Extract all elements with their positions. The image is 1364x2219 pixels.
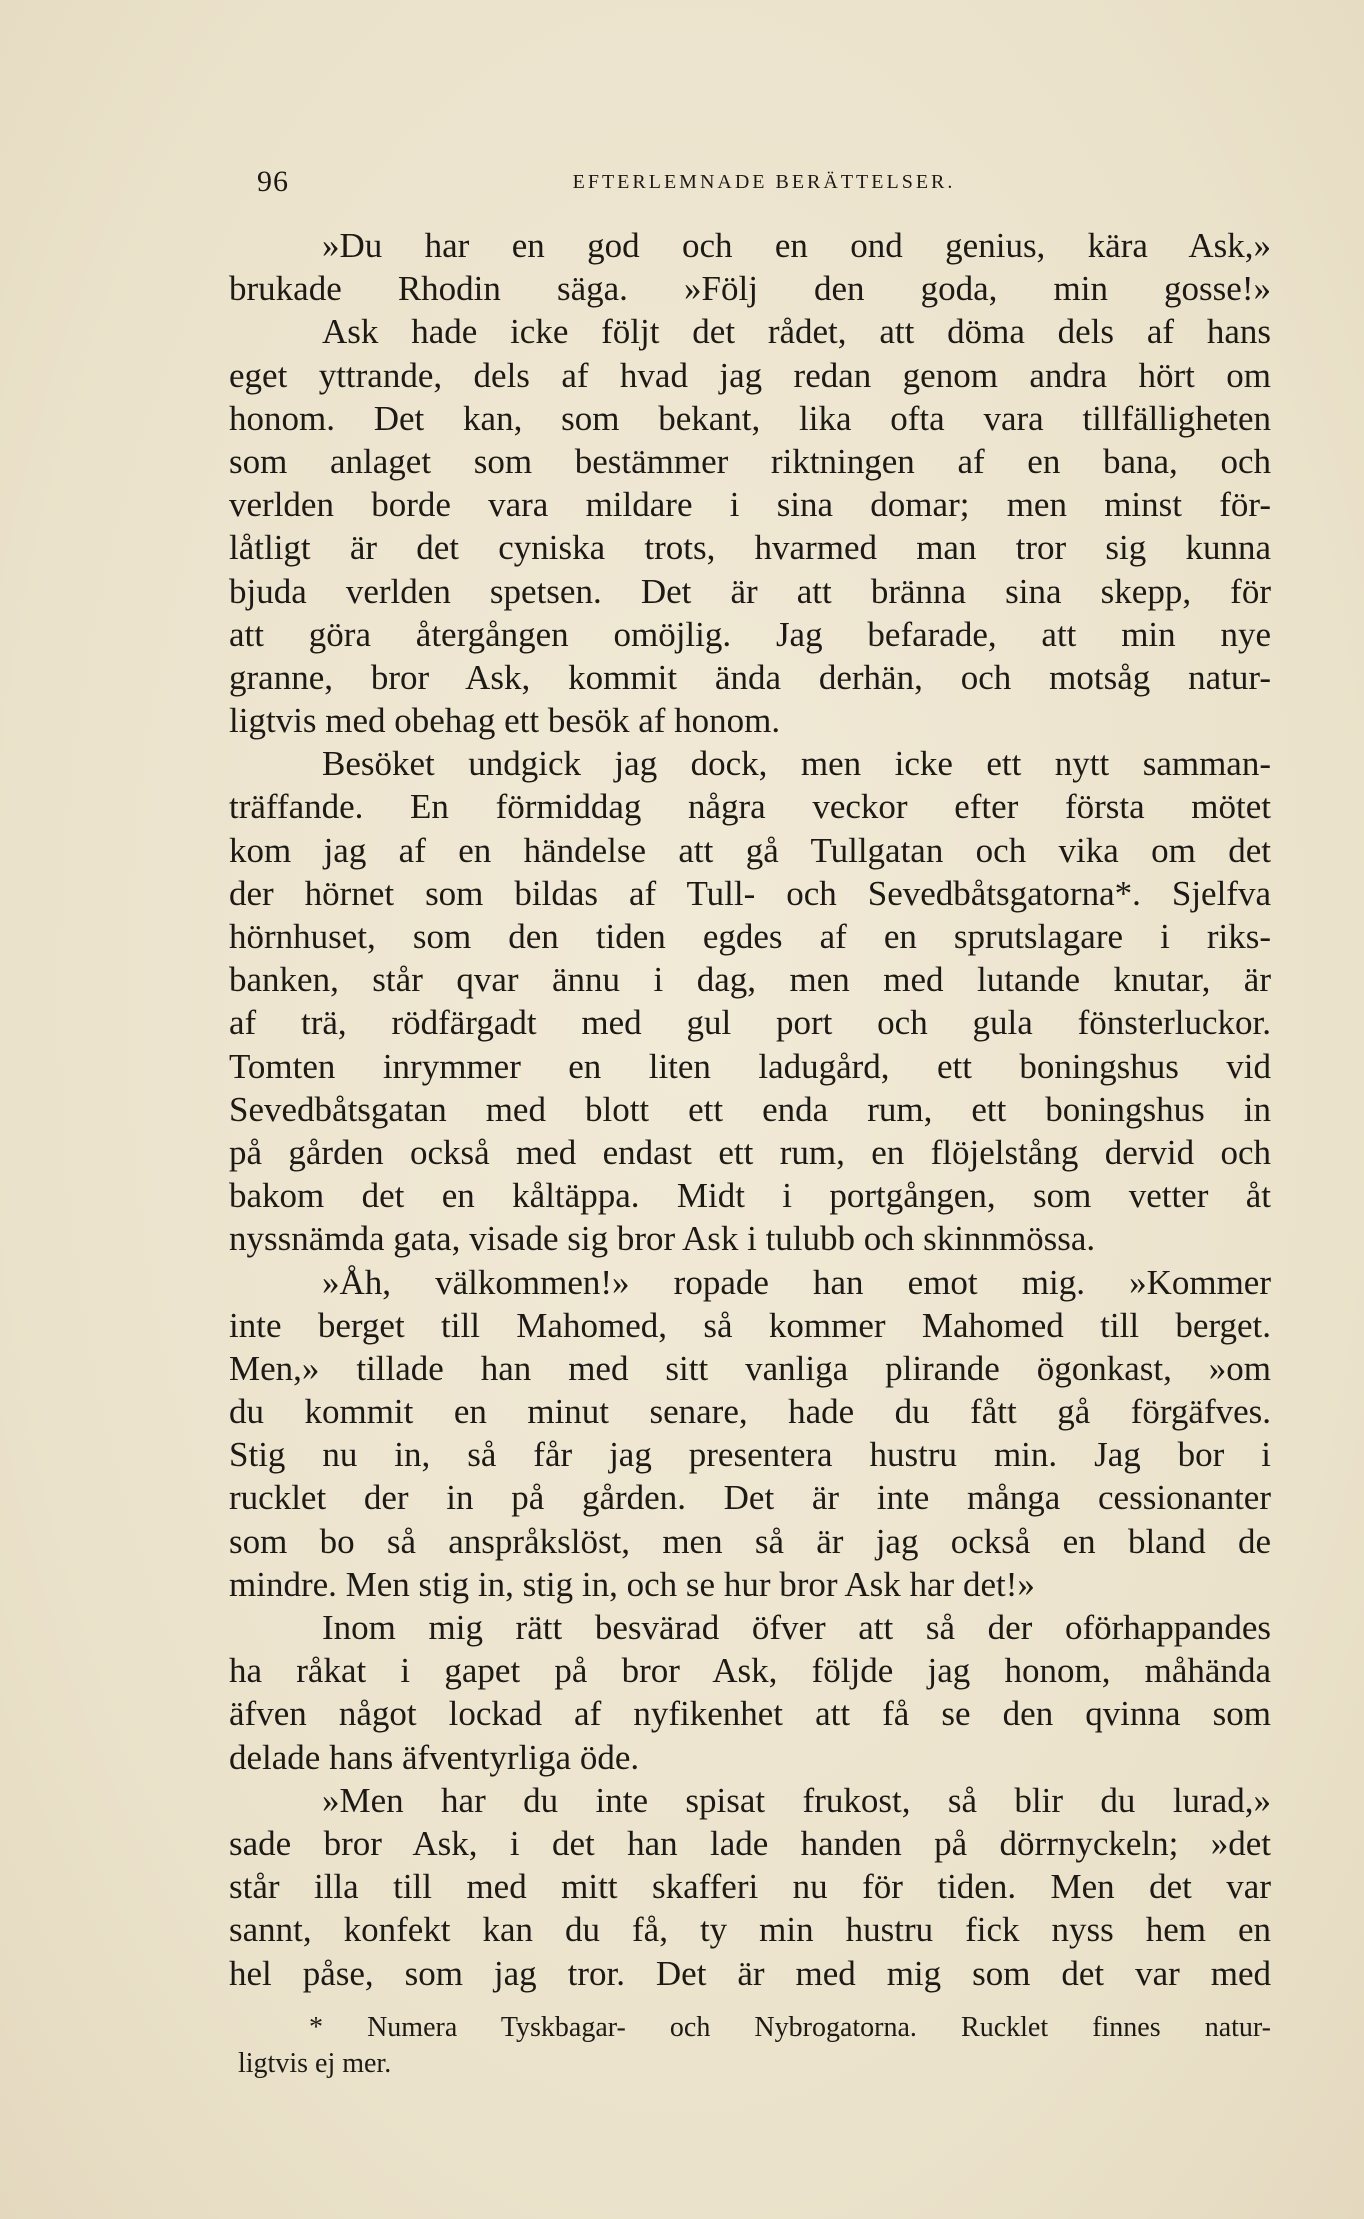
- text-line: på gården också med endast ett rum, en flöjelstång dervid och: [229, 1132, 1271, 1172]
- text-line: »Åh, välkommen!» ropade han emot mig. »Kommer: [322, 1262, 1271, 1302]
- footnote-line: ligtvis ej mer.: [238, 2048, 392, 2079]
- text-line: delade hans äfventyrliga öde.: [229, 1737, 640, 1777]
- text-line: nyssnämda gata, visade sig bror Ask i tulubb och skinnmössa.: [229, 1219, 1096, 1259]
- text-line: der hörnet som bildas af Tull- och Sevedbåtsgatorna*. Sjelfva: [229, 873, 1271, 913]
- text-line: som anlaget som bestämmer riktningen af en bana, och: [229, 441, 1271, 481]
- text-line: verlden borde vara mildare i sina domar; men minst för-: [229, 485, 1271, 525]
- text-line: träffande. En förmiddag några veckor efter första mötet: [229, 787, 1271, 827]
- text-line: Ask hade icke följt det rådet, att döma dels af hans: [322, 312, 1271, 352]
- text-line: äfven något lockad af nyfikenhet att få se den qvinna som: [229, 1694, 1271, 1734]
- text-line: Tomten inrymmer en liten ladugård, ett boningshus vid: [229, 1046, 1271, 1086]
- text-line: kom jag af en händelse att gå Tullgatan och vika om det: [229, 830, 1271, 870]
- text-line: bjuda verlden spetsen. Det är att bränna sina skepp, för: [229, 571, 1271, 611]
- text-line: Stig nu in, så får jag presentera hustru min. Jag bor i: [229, 1435, 1271, 1475]
- body-text: [229, 224, 1271, 1995]
- text-line: honom. Det kan, som bekant, lika ofta vara tillfälligheten: [229, 398, 1271, 438]
- text-line: du kommit en minut senare, hade du fått gå förgäfves.: [229, 1392, 1271, 1432]
- text-line: banken, står qvar ännu i dag, men med lutande knutar, är: [229, 960, 1271, 1000]
- page-header: [257, 165, 1271, 205]
- text-line: att göra återgången omöjlig. Jag befarade, att min nye: [229, 614, 1271, 654]
- running-title: EFTERLEMNADE BERÄTTELSER.: [572, 171, 956, 193]
- text-line: Besöket undgick jag dock, men icke ett nytt samman-: [322, 744, 1271, 784]
- text-line: ha råkat i gapet på bror Ask, följde jag honom, måhända: [229, 1651, 1271, 1691]
- text-line: eget yttrande, dels af hvad jag redan genom andra hört om: [229, 355, 1271, 395]
- text-line: låtligt är det cyniska trots, hvarmed man tror sig kunna: [229, 528, 1271, 568]
- text-line: »Du har en god och en ond genius, kära Ask,»: [322, 226, 1271, 265]
- text-line: inte berget till Mahomed, så kommer Mahomed till berget.: [229, 1305, 1271, 1345]
- text-line: »Men har du inte spisat frukost, så blir du lurad,»: [322, 1780, 1271, 1820]
- text-line: sade bror Ask, i det han lade handen på dörrnyckeln; »det: [229, 1823, 1271, 1863]
- text-line: af trä, rödfärgadt med gul port och gula fönsterluckor.: [229, 1003, 1271, 1043]
- text-line: mindre. Men stig in, stig in, och se hur bror Ask har det!»: [229, 1564, 1035, 1604]
- text-line: Sevedbåtsgatan med blott ett enda rum, ett boningshus in: [229, 1089, 1271, 1129]
- text-line: hel påse, som jag tror. Det är med mig som det var med: [229, 1953, 1271, 1993]
- text-line: Inom mig rätt besvärad öfver att så der oförhappandes: [322, 1608, 1271, 1647]
- footnote: [238, 2010, 1271, 2082]
- page-number: 96: [257, 165, 289, 198]
- text-line: hörnhuset, som den tiden egdes af en sprutslagare i riks-: [229, 917, 1271, 956]
- footnote-line: * Numera Tyskbagar- och Nybrogatorna. Rucklet finnes natur-: [309, 2012, 1271, 2043]
- text-line: granne, bror Ask, kommit ända derhän, och motsåg natur-: [229, 657, 1271, 697]
- text-line: står illa till med mitt skafferi nu för tiden. Men det var: [229, 1867, 1271, 1907]
- text-line: Men,» tillade han med sitt vanliga plirande ögonkast, »om: [229, 1348, 1271, 1388]
- text-line: sannt, konfekt kan du få, ty min hustru fick nyss hem en: [229, 1910, 1271, 1950]
- text-line: som bo så anspråkslöst, men så är jag också en bland de: [229, 1521, 1271, 1561]
- text-line: brukade Rhodin säga. »Följ den goda, min gosse!»: [229, 269, 1271, 309]
- text-line: rucklet der in på gården. Det är inte många cessionanter: [229, 1478, 1271, 1518]
- text-line: bakom det en kåltäppa. Midt i portgången, som vetter åt: [229, 1176, 1271, 1216]
- text-line: ligtvis med obehag ett besök af honom.: [229, 701, 781, 741]
